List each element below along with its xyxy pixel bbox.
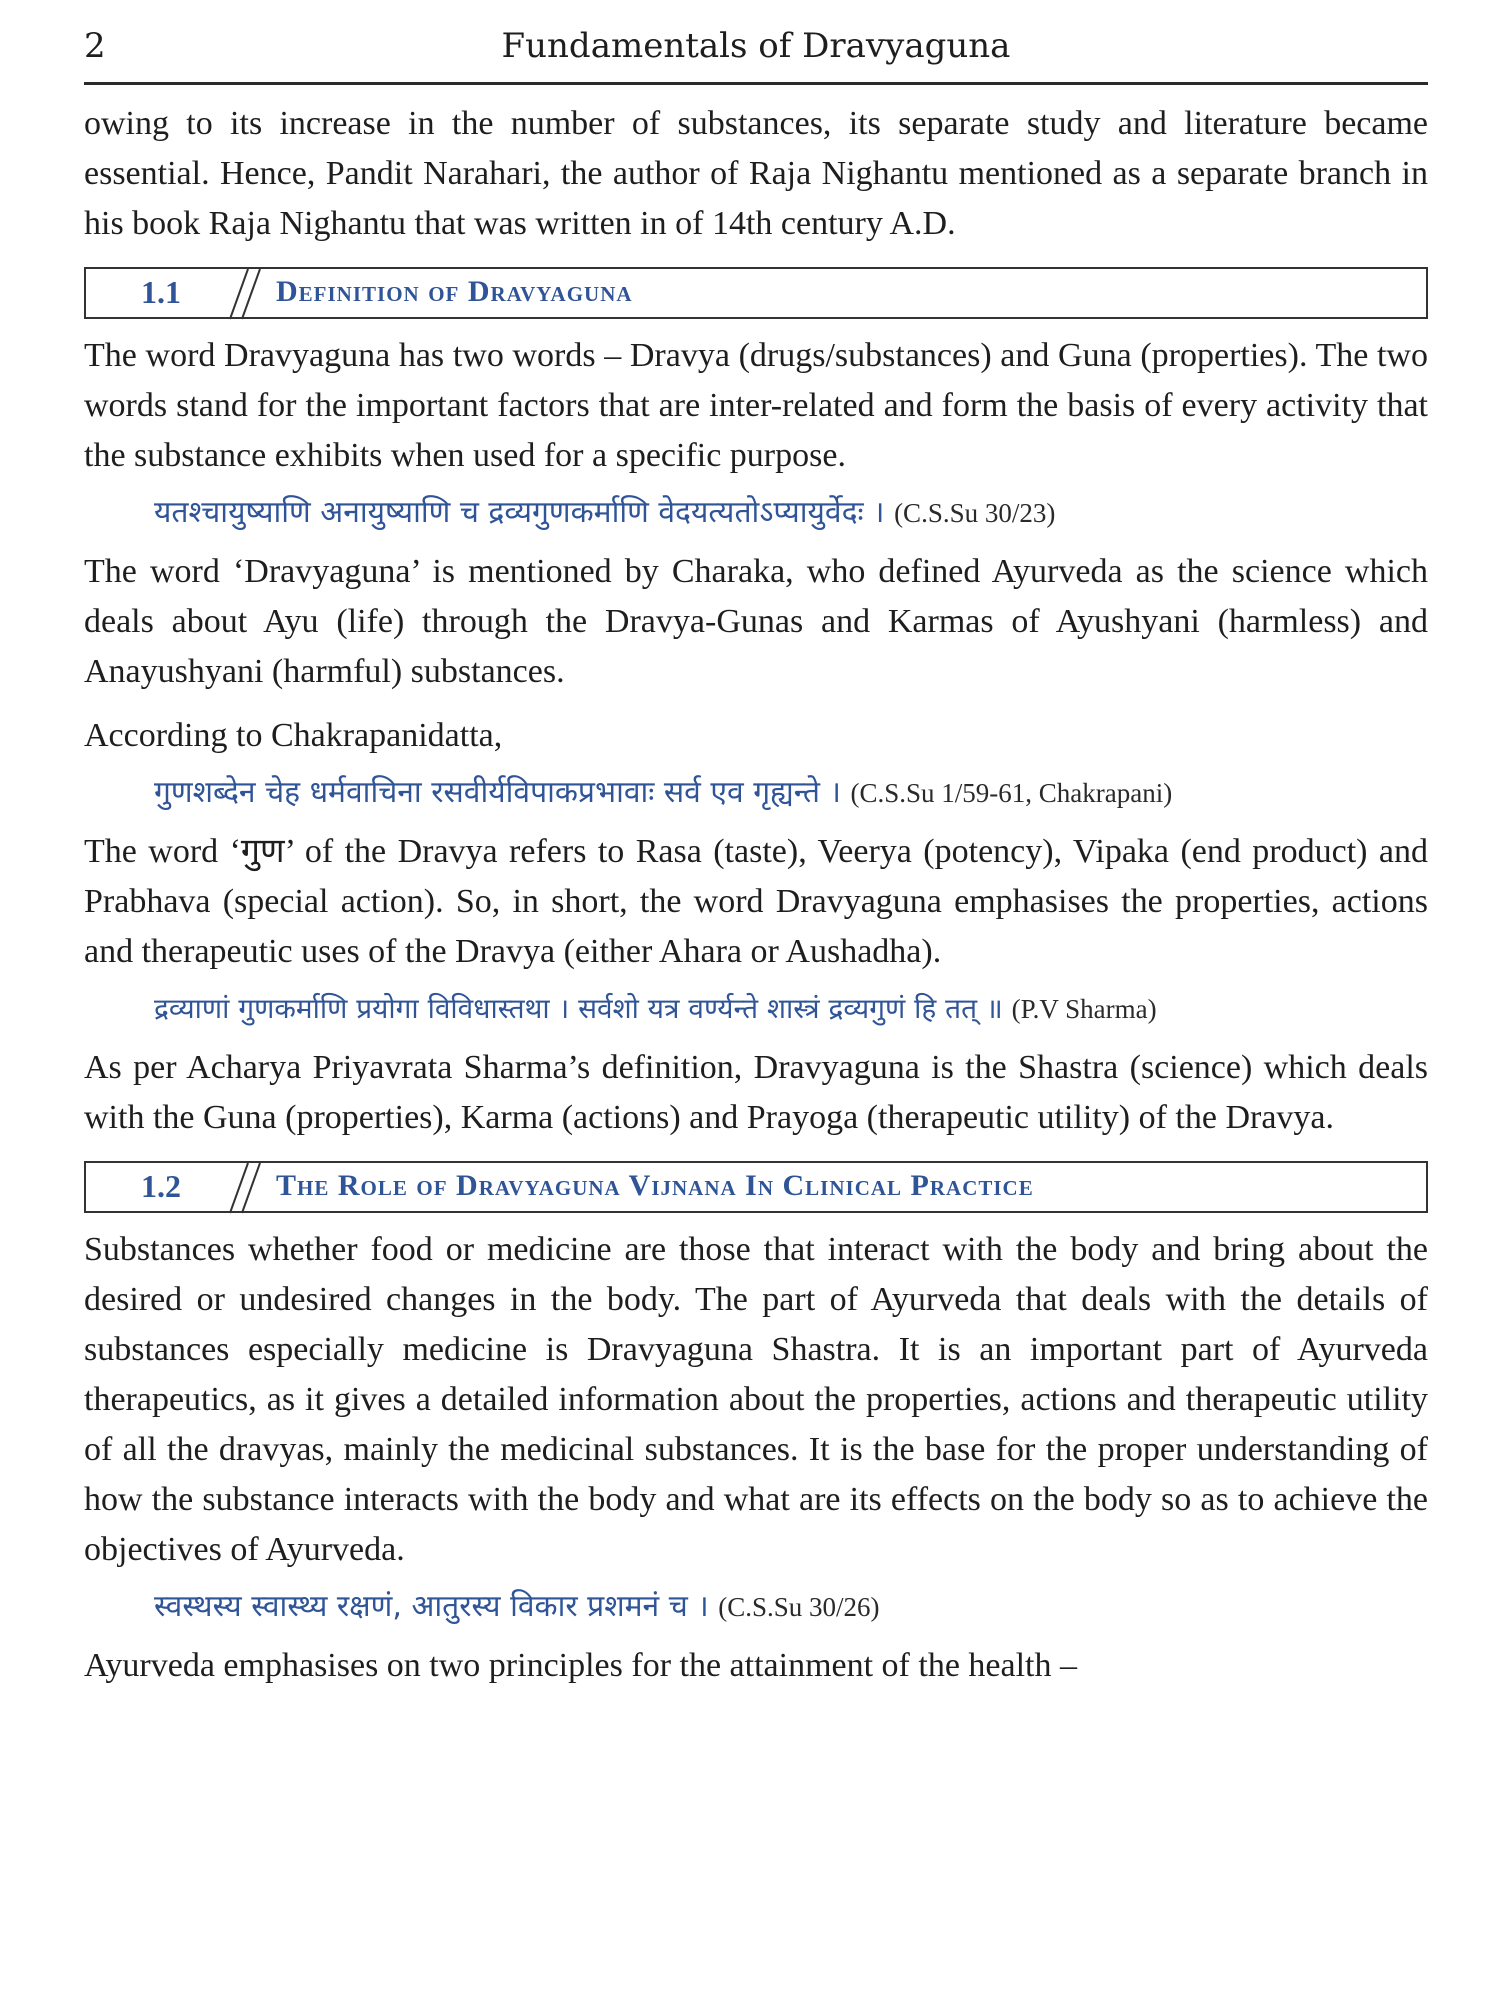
intro-paragraph: owing to its increase in the number of substances, its separate study and literature became essential. Hence, Pandit Narahari, the author of Raja Nighantu mentioned as a separate branch in his book Raja Nighantu that was written in of 14th century A.D. — [84, 105, 1428, 242]
verse-citation: (C.S.Su 30/23) — [894, 498, 1056, 528]
paragraph: The word ‘गुण’ of the Dravya refers to Rasa (taste), Veerya (potency), Vipaka (end product) and Prabhava (special action). So, in short, the word Dravyaguna emphasises the properties, actions and therapeutic uses of the Dravya (either Ahara or Aushadha). — [84, 833, 1428, 970]
verse-text: यतश्चायुष्याणि अनायुष्याणि च द्रव्यगुणकर्माणि वेदयत्यतोऽप्यायुर्वेदः । — [154, 495, 885, 530]
section-title: The Role of Dravyaguna Vijnana In Clinical Practice — [276, 1169, 1034, 1202]
verse-citation: (C.S.Su 1/59-61, Chakrapani) — [850, 778, 1173, 808]
sanskrit-verse — [84, 1581, 1428, 1633]
verse-citation: (C.S.Su 30/26) — [718, 1592, 880, 1622]
paragraph: Ayurveda emphasises on two principles for the attainment of the health – — [84, 1647, 1077, 1684]
running-head — [84, 20, 1428, 76]
paragraph: According to Chakrapanidatta, — [84, 717, 503, 754]
section-number: 1.1 — [141, 274, 181, 310]
sanskrit-verse — [84, 983, 1428, 1035]
section-heading-1-1 — [84, 267, 1428, 319]
section-heading-1-2 — [84, 1161, 1428, 1213]
paragraph: As per Acharya Priyavrata Sharma’s definition, Dravyaguna is the Shastra (science) which deals with the Guna (properties), Karma (actions) and Prayoga (therapeutic utility) of the Dravya. — [84, 1049, 1428, 1136]
verse-citation: (P.V Sharma) — [1011, 994, 1157, 1024]
paragraph: The word ‘Dravyaguna’ is mentioned by Charaka, who defined Ayurveda as the science which deals about Ayu (life) through the Dravya-Gunas and Karmas of Ayushyani (harmless) and Anayushyani (harmful) substances. — [84, 553, 1428, 690]
double-slash-divider — [226, 1159, 268, 1215]
verse-text: द्रव्याणां गुणकर्माणि प्रयोगा विविधास्तथा । सर्वशो यत्र वर्ण्यन्ते शास्त्रं द्रव्यगुणं हि तत् ॥ — [154, 992, 1003, 1025]
paragraph: Substances whether food or medicine are those that interact with the body and bring about the desired or undesired changes in the body. The part of Ayurveda that deals with the details of substances especially medicine is Dravyaguna Shastra. It is an important part of Ayurveda therapeutics, as it gives a detailed information about the properties, actions and therapeutic utility of all the dravyas, mainly the medicinal substances. It is the base for the proper understanding of how the substance interacts with the body and what are its effects on the body so as to achieve the objectives of Ayurveda. — [84, 1231, 1428, 1568]
double-slash-divider — [226, 265, 268, 321]
sanskrit-verse — [84, 767, 1428, 819]
verse-text: स्वस्थस्य स्वास्थ्य रक्षणं, आतुरस्य विकार प्रशमनं च । — [154, 1589, 709, 1624]
page-number: 2 — [84, 26, 106, 66]
book-page — [84, 20, 1428, 1691]
paragraph: The word Dravyaguna has two words – Dravya (drugs/substances) and Guna (properties). The two words stand for the important factors that are inter-related and form the basis of every activity that the substance exhibits when used for a specific purpose. — [84, 337, 1428, 474]
section-number: 1.2 — [141, 1168, 181, 1204]
section-title: Definition of Dravyaguna — [276, 275, 633, 308]
verse-text: गुणशब्देन चेह धर्मवाचिना रसवीर्यविपाकप्रभावाः सर्व एव गृह्यन्ते । — [154, 775, 841, 810]
running-title: Fundamentals of Dravyaguna — [501, 26, 1011, 66]
sanskrit-verse — [84, 487, 1428, 539]
header-rule — [84, 82, 1428, 85]
